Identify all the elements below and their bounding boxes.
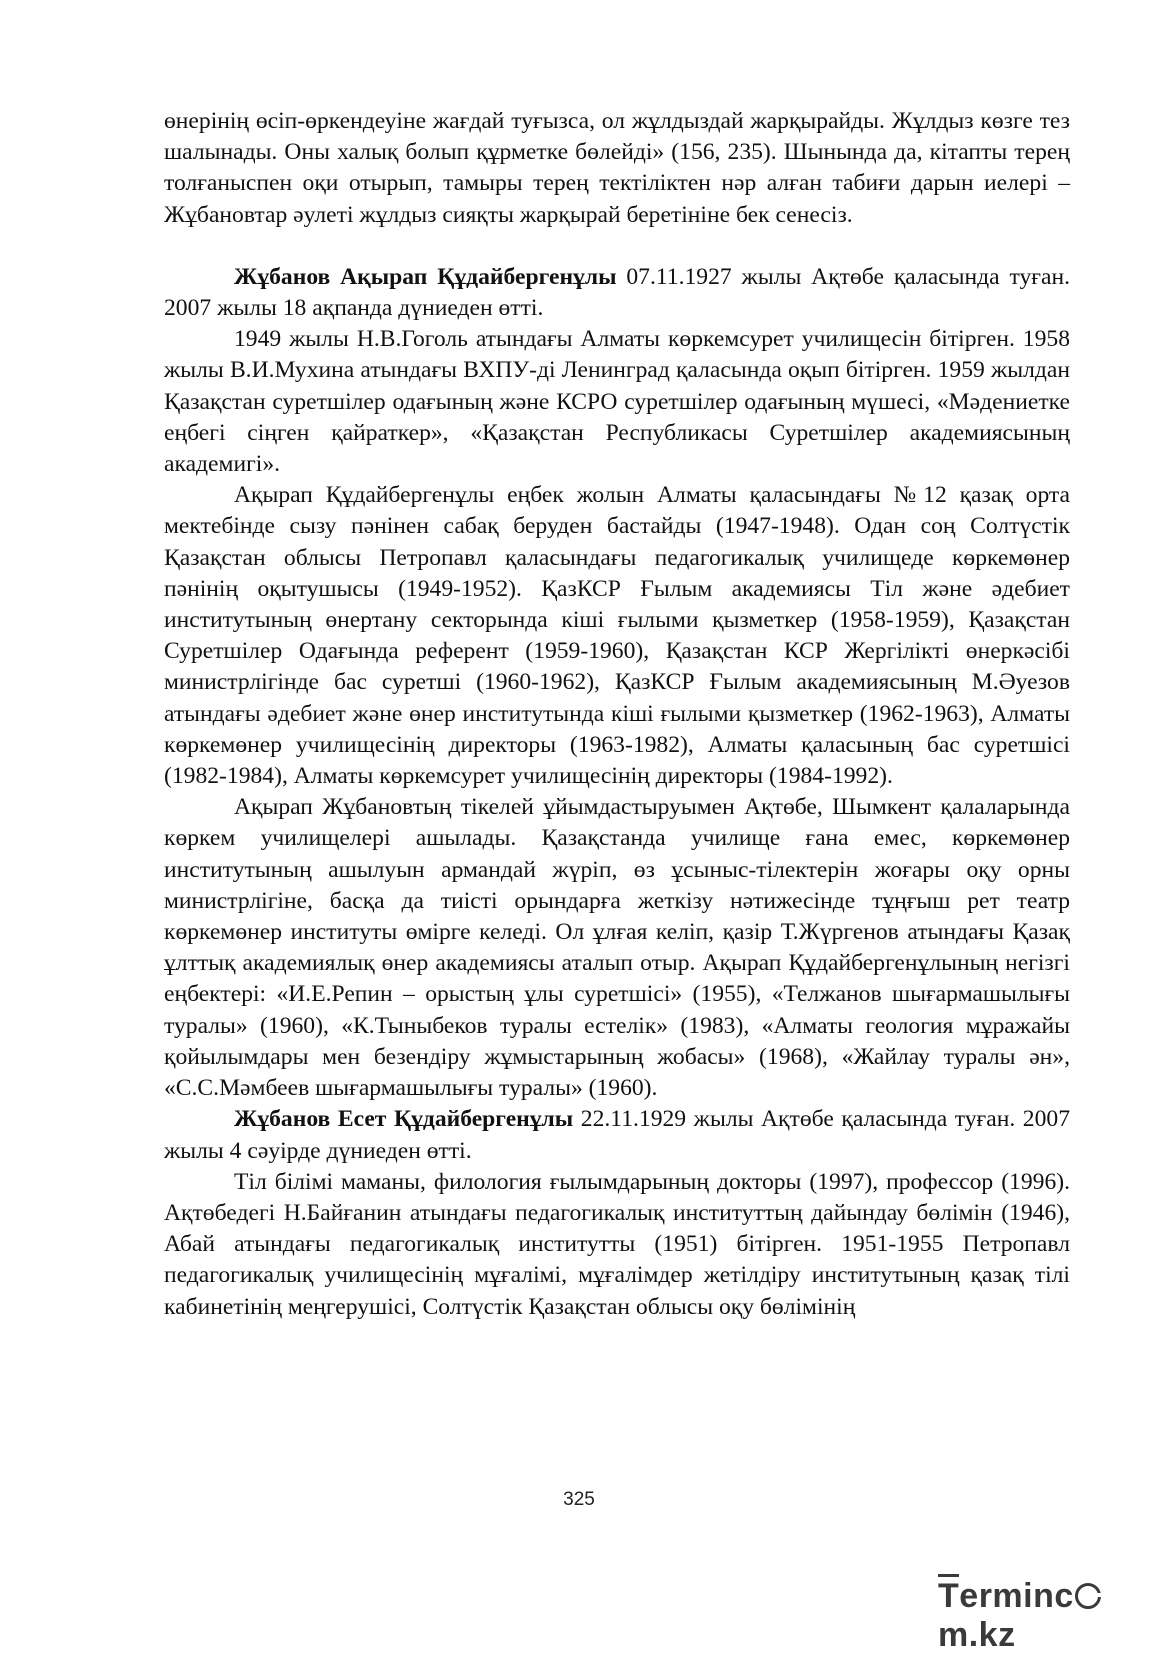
paragraph-akyrap-career: Ақырап Құдайбергенұлы еңбек жолын Алматы қаласындағы №12 қазақ орта мектебінде сызу пәнінен сабақ беруден бастайды (1947-1948). Одан соң Солтүстік Қазақстан облысы Петропавл қаласындағы педагогикалық училищеде көркемөнер пәнінің оқытушысы (1949-1952). ҚазКСР Ғылым академиясы Тіл және әдебиет институтының өнертану секторында кіші ғылыми қызметкер (1958-1959), Қазақстан Суретшілер Одағында референт (1959-1960), Қазақстан КСР Жергілікті өнеркәсібі министрлігінде бас суретші (1960-1962), ҚазКСР Ғылым академиясының М.Әуезов атындағы әдебиет және өнер институтында кіші ғылыми қызметкер (1962-1963), Алматы көркемөнер училищесінің директоры (1963-1982), Алматы қаласының бас суретшісі (1982-1984), Алматы көркемсурет училищесінің директоры (1984-1992). (164, 482, 1070, 790)
person-name-eset: Жұбанов Есет Құдайбергенұлы (234, 1106, 574, 1133)
paragraph-akyrap-heading (164, 262, 1070, 324)
person-name-akyrap: Жұбанов Ақырап Құдайбергенұлы (234, 263, 617, 290)
akyrap-dates: 07.11.1927 жылы Ақтөбе қаласында туған. 2007 жылы 18 ақпанда дүниеден өтті. (164, 263, 1070, 322)
logo-text-start: erminc (959, 1577, 1074, 1615)
page-body (164, 106, 1070, 1323)
logo-text-end: m.kz (938, 1616, 1016, 1654)
termincom-logo (938, 1574, 1158, 1655)
paragraph-akyrap-works: Ақырап Жұбановтың тікелей ұйымдастыруымен Ақтөбе, Шымкент қалаларында көркем училищелері ашылады. Қазақстанда училище ғана емес, көркемөнер институтының ашылуын армандай жүріп, өз ұсыныс-тілектерін жоғары оқу орны министрлігіне, басқа да тиісті орындарға жеткізу нәтижесінде тұңғыш рет театр көркемөнер институты өмірге келеді. Ол ұлғая келіп, қазір Т.Жүргенов атындағы Қазақ ұлттық академиялық өнер академиясы аталып отыр. Ақырап Құдайбергенұлының негізгі еңбектері: «И.Е.Репин – орыстың ұлы суретшісі» (1955), «Телжанов шығармашылығы туралы» (1960), «К.Тыныбеков туралы естелік» (1983), «Алматы геология мұражайы қойылымдары мен безендіру жұмыстарының жобасы» (1968), «Жайлау туралы ән», «С.С.Мәмбеев шығармашылығы туралы» (1960). (164, 794, 1070, 1102)
eset-dates: 22.11.1929 жылы Ақтөбе қаласында туған. 2007 жылы 4 сәуірде дүниеден өтті. (164, 1106, 1070, 1164)
logo-letter-t: T (938, 1574, 959, 1616)
page-number: 325 (563, 1489, 595, 1510)
logo-o-icon (1075, 1583, 1101, 1609)
paragraph-intro-continuation: өнерінің өсіп-өркендеуіне жағдай туғызса, ол жұлдыздай жарқырайды. Жұлдыз көзге тез шалынады. Оны халық болып құрметке бөлейді» (156, 235). Шынында да, кітапты терең толғаныспен оқи отырып, тамыры терең тектіліктен нәр алған табиғи дарын иелері – Жұбановтар әулеті жұлдыз сияқты жарқырай беретініне бек сенесіз. (164, 108, 1070, 228)
paragraph-eset-career: Тіл білімі маманы, филология ғылымдарының докторы (1997), профессор (1996). Ақтөбедегі Н.Байғанин атындағы педагогикалық институттың дайындау бөлімін (1946), Абай атындағы педагогикалық институтты (1951) бітірген. 1951-1955 Петропавл педагогикалық училищесінің мұғалімі, мұғалімдер жетілдіру институтының қазақ тілі кабинетінің меңгерушісі, Солтүстік Қазақстан облысы оқу бөлімінің (164, 1168, 1070, 1320)
paragraph-akyrap-education: 1949 жылы Н.В.Гоголь атындағы Алматы көркемсурет училищесін бітірген. 1958 жылы В.И.Мухина атындағы ВХПУ-ді Ленинград қаласында оқып бітірген. 1959 жылдан Қазақстан суретшілер одағының және КСРО суретшілер одағының мүшесі, «Мәдениетке еңбегі сіңген қайраткер», «Қазақстан Республикасы Суретшілер академиясының академигі». (164, 326, 1070, 478)
paragraph-eset-heading (164, 1104, 1070, 1166)
